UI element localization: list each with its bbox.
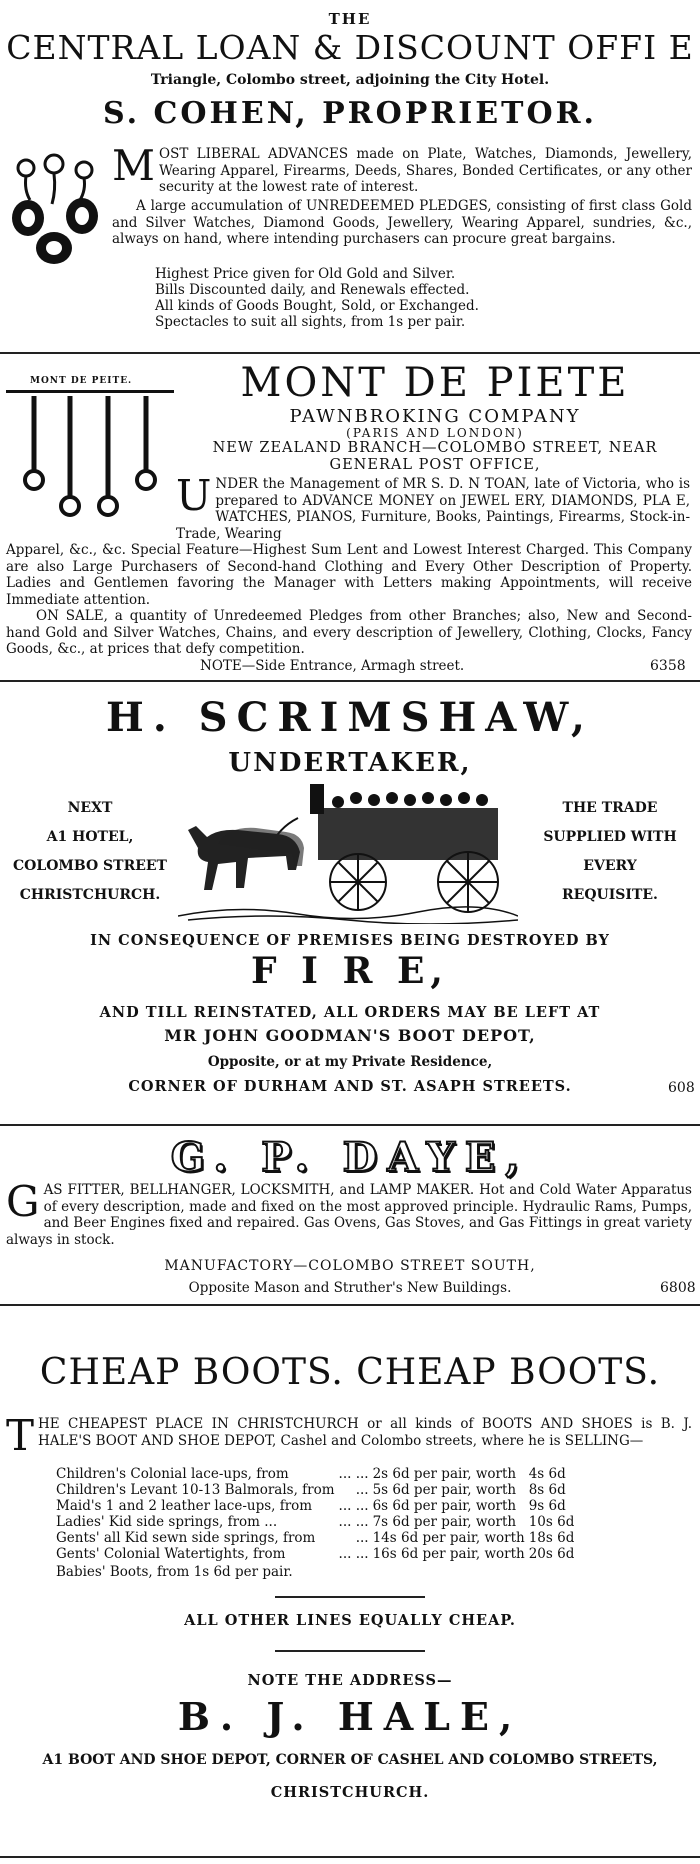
ad1-line: All kinds of Goods Bought, Sold, or Exchanged. — [155, 298, 479, 314]
ad3-fire: F I R E, — [251, 950, 449, 992]
price-worth: 9s 6d — [528, 1498, 566, 1514]
bottom-rule — [0, 1856, 700, 1858]
short-rule — [275, 1596, 425, 1598]
ad2-number: 6358 — [650, 658, 686, 674]
ad3-line5: CORNER OF DURHAM AND ST. ASAPH STREETS. — [128, 1078, 572, 1095]
ad3-left-line: A1 HOTEL, — [46, 829, 134, 845]
ad1-body — [112, 141, 692, 196]
ad5-address1: A1 BOOT AND SHOE DEPOT, CORNER OF CASHEL AND COLOMBO STREETS, — [42, 1752, 658, 1768]
ad1-para2: A large accumulation of UNREDEEMED PLEDGES, consisting of first class Gold and Silver Watches, Diamond Goods, Jewellery, Wearing Apparel, sundries, &c., always on hand, where intending purchasers can procure great bargains. — [112, 198, 692, 247]
ad4-body — [6, 1177, 692, 1248]
ad2-label-rule — [6, 390, 174, 393]
price-dots: ... ... — [338, 1466, 369, 1482]
price-rows — [54, 1466, 576, 1562]
price-price: 16s 6d per pair, worth — [372, 1546, 525, 1562]
ad5-para: HE CHEAPEST PLACE IN CHRISTCHURCH or all kinds of BOOTS AND SHOES is B. J. HALE'S BOOT AND SHOE DEPOT, Cashel and Colombo streets, where he is SELLING— — [38, 1416, 692, 1449]
price-item: Ladies' Kid side springs, from ... — [56, 1514, 278, 1530]
price-dots: ... — [355, 1482, 369, 1498]
ad4-para: AS FITTER, BELLHANGER, LOCKSMITH, and LAMP MAKER. Hot and Cold Water Apparatus of every description, made and fixed on the most approved principle. Hydraulic Rams, Pumps, and Beer Engines fixed and repaired. Gas Ovens, Gas Stoves, and Gas Fittings in great variety always in stock. — [6, 1182, 692, 1248]
ad2-drop-cap: U — [176, 471, 212, 520]
price-dots: ... ... — [338, 1546, 369, 1562]
ad1-drop-cap: M — [112, 141, 156, 190]
ad3-right-line: EVERY — [583, 858, 637, 874]
ad3-left-column — [0, 794, 180, 910]
ad2-sub4: GENERAL POST OFFICE, — [329, 457, 541, 473]
ad3-number: 608 — [668, 1080, 695, 1096]
price-dots: ... ... — [338, 1498, 369, 1514]
horse-drawn-hearse-illustration — [178, 778, 518, 924]
ad1-heading: CENTRAL LOAN & DISCOUNT OFFI E — [6, 28, 694, 67]
ad2-heading: MONT DE PIETE — [240, 360, 630, 406]
ad3-right-line: REQUISITE. — [562, 887, 658, 903]
cheap-boots-ad — [0, 1306, 700, 1854]
price-worth: 4s 6d — [528, 1466, 566, 1482]
price-row — [54, 1498, 576, 1514]
ad1-para1: OST LIBERAL ADVANCES made on Plate, Watches, Diamonds, Jewellery, Wearing Apparel, Firearms, Deeds, Shares, Bonded Certificates, or any other security at the lowest rate of interest. — [159, 146, 692, 195]
price-worth: 20s 6d — [528, 1546, 575, 1562]
ad3-line3: MR JOHN GOODMAN'S BOOT DEPOT, — [164, 1026, 536, 1045]
short-rule — [275, 1650, 425, 1652]
ad3-right-line: THE TRADE — [562, 800, 658, 816]
ad4-heading: G. P. DAYE, — [170, 1134, 530, 1181]
scrimshaw-ad — [0, 682, 700, 1122]
price-worth: 18s 6d — [528, 1530, 575, 1546]
price-item: Maid's 1 and 2 leather lace-ups, from — [56, 1498, 313, 1514]
ad4-number: 6808 — [660, 1280, 696, 1296]
price-price: 5s 6d per pair, worth — [372, 1482, 517, 1498]
ad1-lines — [155, 266, 479, 330]
price-dots: ... ... — [338, 1514, 369, 1530]
ad5-body — [6, 1411, 692, 1460]
ad2-sub2: (PARIS AND LONDON) — [346, 426, 524, 440]
price-dots: ... — [355, 1530, 369, 1546]
ad3-line2: AND TILL REINSTATED, ALL ORDERS MAY BE LEFT AT — [99, 1004, 601, 1021]
ad5-babies: Babies' Boots, from 1s 6d per pair. — [56, 1564, 293, 1580]
price-row — [54, 1514, 576, 1530]
ad4-line1: MANUFACTORY—COLOMBO STREET SOUTH, — [164, 1258, 536, 1274]
ad2-note: NOTE—Side Entrance, Armagh street. — [200, 658, 465, 674]
ad3-line4: Opposite, or at my Private Residence, — [207, 1054, 493, 1070]
ad5-name: B. J. HALE, — [177, 1694, 523, 1739]
price-item: Gents' Colonial Watertights, from — [56, 1546, 286, 1562]
price-row — [54, 1482, 576, 1498]
ad1-the: THE — [328, 10, 372, 28]
price-list — [54, 1466, 576, 1562]
ad5-address2: CHRISTCHURCH. — [270, 1784, 430, 1801]
ad2-para2: Apparel, &c., &c. Special Feature—Highest Sum Lent and Lowest Interest Charged. This Company are also Large Purchasers of Second-hand Clothing and Every Other Description of Property. Ladies and Gentlemen favoring the Manager with Letters making Appointments, will receive Immediate attention. — [6, 542, 692, 608]
ad4-line2: Opposite Mason and Struther's New Buildings. — [188, 1280, 512, 1296]
price-worth: 10s 6d — [528, 1514, 575, 1530]
ad5-other: ALL OTHER LINES EQUALLY CHEAP. — [184, 1612, 516, 1629]
ad5-note: NOTE THE ADDRESS— — [247, 1672, 453, 1689]
price-price: 2s 6d per pair, worth — [372, 1466, 517, 1482]
ad1-proprietor: S. COHEN, PROPRIETOR. — [103, 96, 597, 131]
ad3-line1: IN CONSEQUENCE OF PREMISES BEING DESTROYED BY — [90, 932, 610, 949]
ad1-line: Bills Discounted daily, and Renewals effected. — [155, 282, 470, 298]
price-item: Gents' all Kid sewn side springs, from — [56, 1530, 316, 1546]
price-price: 14s 6d per pair, worth — [372, 1530, 525, 1546]
ad3-heading: H. SCRIMSHAW, — [106, 694, 594, 741]
price-price: 6s 6d per pair, worth — [372, 1498, 517, 1514]
ad2-sub1: PAWNBROKING COMPANY — [289, 406, 581, 427]
ad3-right-line: SUPPLIED WITH — [543, 829, 677, 845]
price-row — [54, 1546, 576, 1562]
pawnbroker-balls-illustration — [8, 396, 168, 526]
ad2-para3: ON SALE, a quantity of Unredeemed Pledges from other Branches; also, New and Second-hand Gold and Silver Watches, Chains, and every description of Jewellery, Clothing, Clocks, Fancy Goods, &c., at prices that defy competition. — [6, 608, 692, 657]
jewellery-illustration — [6, 150, 106, 270]
price-item: Children's Levant 10-13 Balmorals, from — [56, 1482, 335, 1498]
ad2-para1-text: NDER the Management of MR S. D. N TOAN, late of Victoria, who is prepared to ADVANCE MONEY on JEWEL ERY, DIAMONDS, PLA E, WATCHES, PIANOS, Furniture, Books, Paintings, Firearms, Stock-in-Trade, Wearing — [176, 476, 690, 542]
price-worth: 8s 6d — [528, 1482, 566, 1498]
ad5-heading: CHEAP BOOTS. CHEAP BOOTS. — [39, 1352, 661, 1393]
central-loan-ad — [0, 0, 700, 352]
ad1-address: Triangle, Colombo street, adjoining the City Hotel. — [150, 72, 550, 88]
ad2-small-label: MONT DE PEITE. — [30, 376, 133, 386]
ad3-left-line: COLOMBO STREET — [13, 858, 167, 874]
price-price: 7s 6d per pair, worth — [372, 1514, 517, 1530]
mont-de-piete-ad — [0, 354, 700, 680]
ad5-drop-cap: T — [6, 1411, 35, 1460]
ad2-para1 — [176, 471, 690, 542]
ad3-sub: UNDERTAKER, — [228, 748, 472, 778]
price-row — [54, 1530, 576, 1546]
price-item: Children's Colonial lace-ups, from — [56, 1466, 289, 1482]
daye-ad — [0, 1126, 700, 1304]
ad3-left-line: NEXT — [67, 800, 113, 816]
ad2-sub3: NEW ZEALAND BRANCH—COLOMBO STREET, NEAR — [212, 440, 658, 456]
price-row — [54, 1466, 576, 1482]
ad1-line: Highest Price given for Old Gold and Silver. — [155, 266, 456, 282]
ad4-drop-cap: G — [6, 1177, 40, 1226]
ad3-left-line: CHRISTCHURCH. — [19, 887, 161, 903]
ad1-line: Spectacles to suit all sights, from 1s per pair. — [155, 314, 466, 330]
ad3-right-column — [520, 794, 700, 910]
